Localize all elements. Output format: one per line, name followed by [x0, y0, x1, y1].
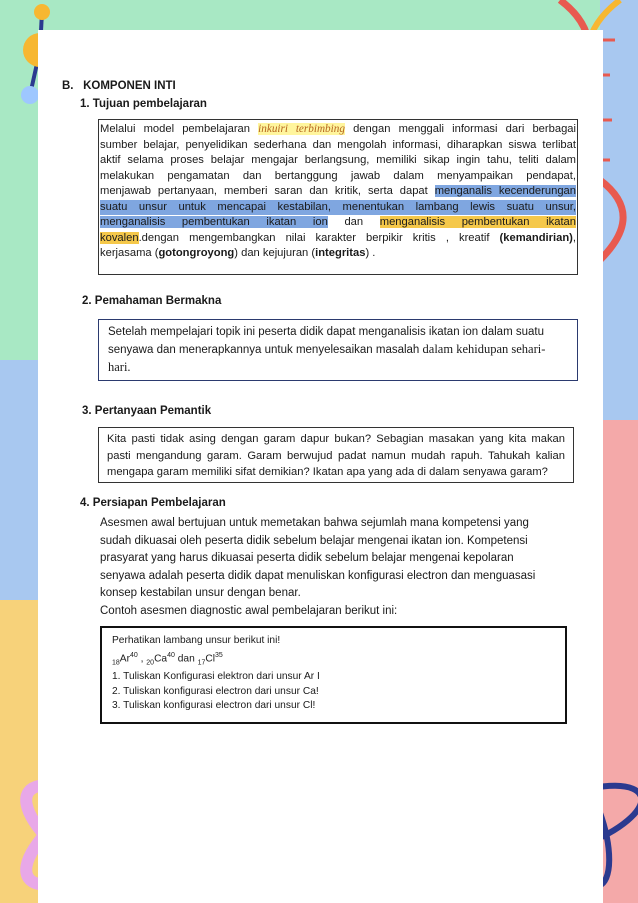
heading-tujuan: 1. Tujuan pembelajaran: [80, 98, 207, 110]
heading-pertanyaan: 3. Pertanyaan Pemantik: [82, 405, 212, 417]
pemahaman-line: Setelah mempelajari topik ini peserta didik dapat menganalisis ikatan ion dalam suatu: [108, 326, 544, 338]
element-symbols: $_{18}Ar^{40}$ , $_{20}Ca^{40}$ dan $_{17}Cl^{35}$: [112, 651, 223, 666]
persiapan-line: sudah dikuasai oleh peserta didik sebelum belajar mengenai ikatan ion. Kompetensi: [100, 534, 528, 547]
pemahaman-box: [98, 319, 578, 381]
asesmen-intro: Perhatikan lambang unsur berikut ini!: [112, 635, 281, 646]
persiapan-line: senyawa adalah peserta didik dapat menuliskan konfigurasi electron dan menguasasi: [100, 569, 536, 582]
pertanyaan-line: mengapa garam memiliki sifat demikian? Ikatan apa yang ada di dalam senyawa garam?: [107, 466, 548, 478]
highlight-blue: menganalis kecenderungan: [434, 185, 576, 197]
persiapan-body: [100, 515, 570, 620]
tujuan-line: menganalisis pembentukan ikatan ion dan menganalisis pembentukan ikatan: [100, 216, 576, 228]
highlight-yellow: menganalisis pembentukan ikatan: [379, 216, 576, 228]
tujuan-line: Melalui model pembelajaran inkuiri terbimbing dengan menggali informasi dari berbagai: [100, 123, 577, 135]
heading-persiapan: 4. Persiapan Pembelajaran: [80, 497, 226, 509]
highlight-yellow: kovalen: [100, 231, 139, 244]
pertanyaan-box: [98, 427, 574, 483]
persiapan-line: Contoh asesmen diagnostic awal pembelajaran berikut ini:: [100, 604, 398, 617]
section-letter: B.: [62, 80, 74, 92]
asesmen-item: 1. Tuliskan Konfigurasi elektron dari unsur Ar I: [112, 671, 320, 683]
persiapan-line: Asesmen awal bertujuan untuk memetakan bahwa sejumlah mana kompetensi yang: [100, 517, 529, 529]
section-title: KOMPONEN INTI: [83, 80, 176, 92]
persiapan-line: konsep kestabilan unsur dengan benar.: [100, 587, 301, 599]
asesmen-box: [100, 626, 567, 724]
tujuan-line: suatu unsur untuk mencapai kestabilan, menentukan lambang lewis suatu unsur,: [100, 200, 576, 216]
tujuan-box: [98, 119, 578, 275]
asesmen-item: 3. Tuliskan konfigurasi electron dari unsur Cl!: [112, 700, 316, 712]
tujuan-line: kovalen.dengan mengembangkan nilai karakter berpikir kritis , kreatif (kemandirian),: [100, 231, 576, 244]
tujuan-line: menjawab pertanyaan, memberi saran dan kritik, serta dapat menganalis kecenderungan: [100, 185, 576, 197]
tujuan-line: sumber belajar, penyelidikan sederhana dan mengolah informasi, diharapkan siswa terlibat: [100, 138, 576, 151]
pemahaman-line: senyawa dan menerapkannya untuk menyelesaikan masalah dalam kehidupan sehari-: [108, 342, 546, 356]
inkuiri-highlight: inkuiri terbimbing: [258, 123, 345, 135]
tujuan-line: melakukan pengamatan dan bertanggung jawab dalam menyampaikan pendapat,: [100, 169, 576, 182]
section-header: [62, 80, 176, 92]
pertanyaan-line: pasti mengandung garam. Garam berwujud padat namun mudah rapuh. Tahukah kalian: [107, 449, 565, 462]
pertanyaan-line: Kita pasti tidak asing dengan garam dapur bukan? Sebagian masakan yang kita makan: [107, 433, 565, 445]
tujuan-line: aktif selama proses belajar mengajar berlangsung, memiliki sikap ingin tahu, teliti dalam: [100, 154, 576, 166]
heading-pemahaman: 2. Pemahaman Bermakna: [82, 295, 222, 307]
tujuan-line: kerjasama (gotongroyong) dan kejujuran (integritas) .: [100, 247, 376, 259]
asesmen-item: 2. Tuliskan konfigurasi electron dari unsur Ca!: [112, 685, 319, 697]
highlight-blue: menganalisis pembentukan ikatan ion: [100, 216, 328, 228]
persiapan-line: prasyarat yang harus dikuasai peserta didik sebelum belajar mengenai kepolaran: [100, 552, 514, 564]
pemahaman-line: hari.: [108, 360, 131, 374]
